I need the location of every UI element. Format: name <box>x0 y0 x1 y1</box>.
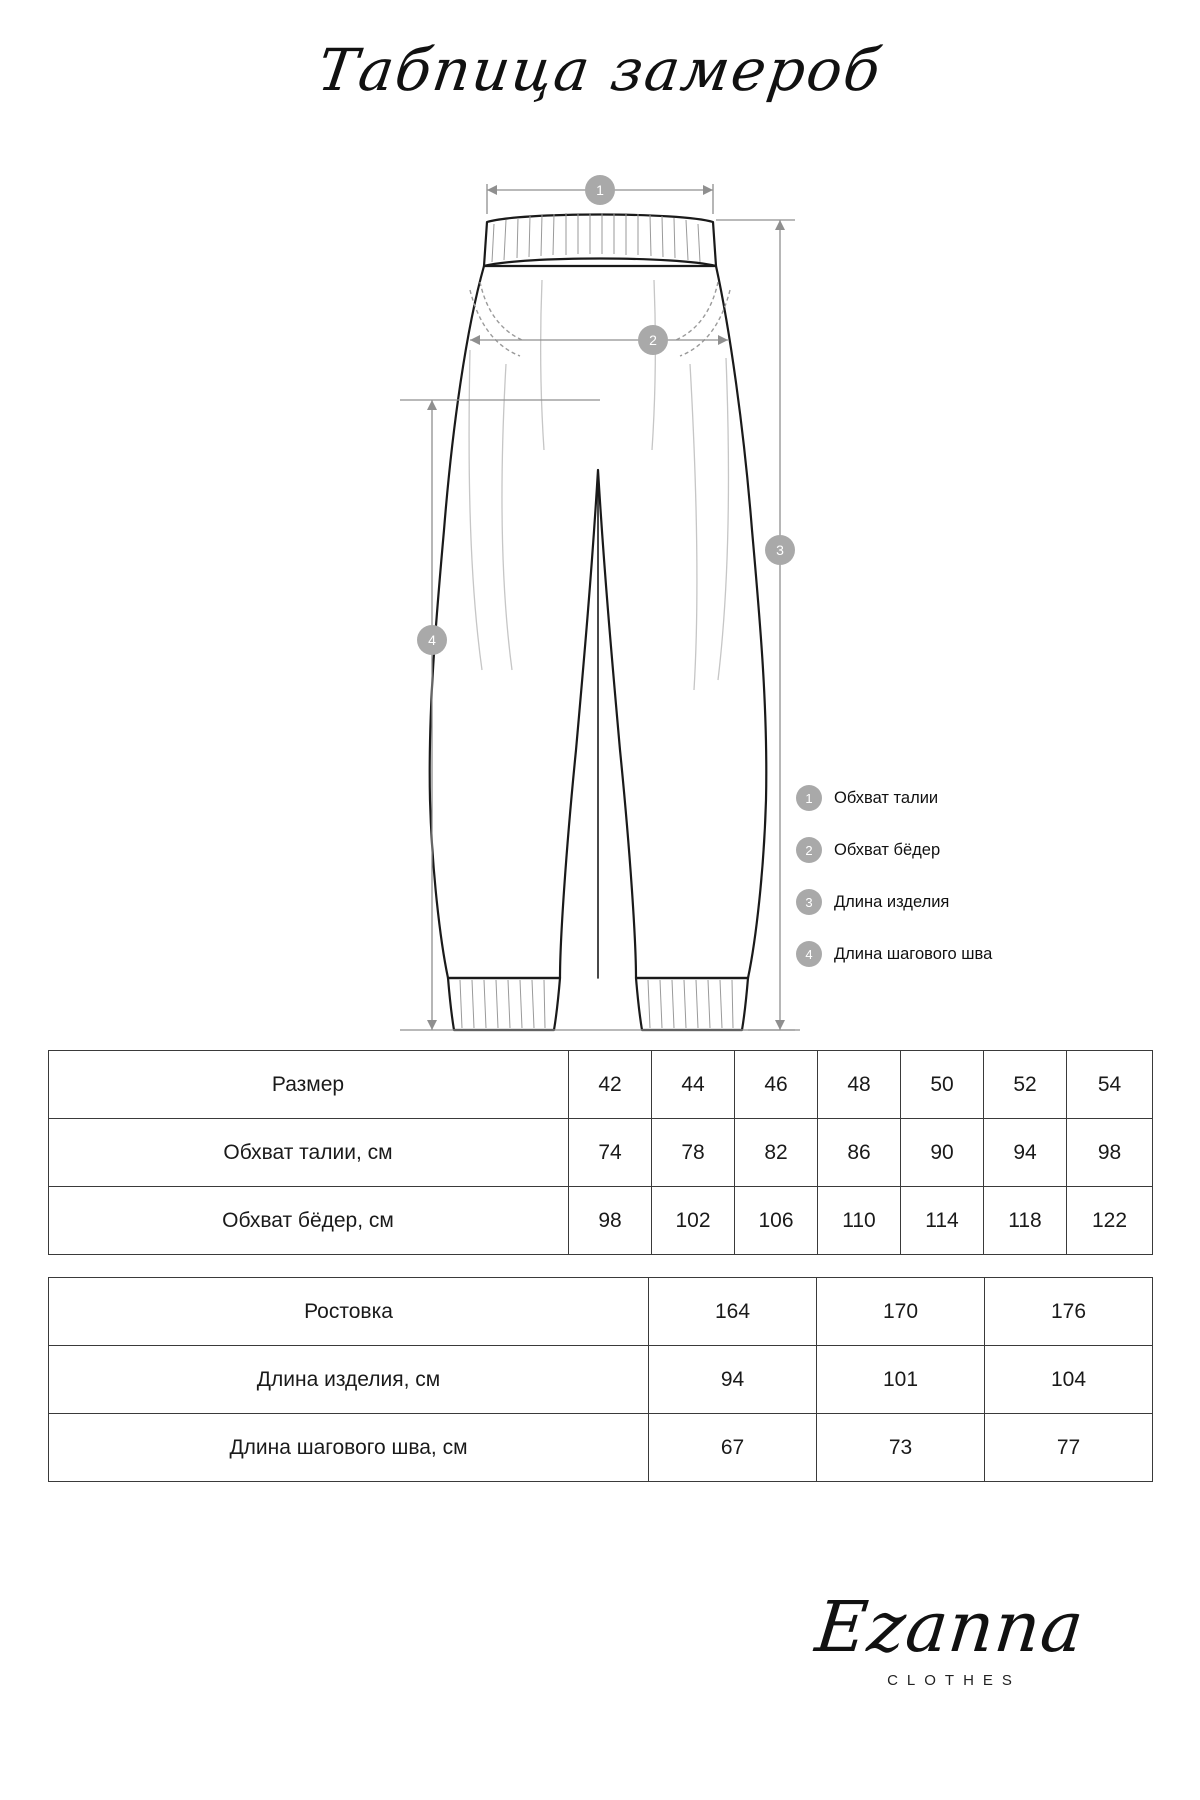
row-label: Ростовка <box>49 1278 649 1346</box>
legend-badge-2: 2 <box>796 837 822 863</box>
cell: 77 <box>985 1414 1153 1482</box>
row-label: Длина шагового шва, см <box>49 1414 649 1482</box>
waistband-gathers <box>492 213 700 262</box>
cell: 98 <box>569 1187 652 1255</box>
cell: 110 <box>818 1187 901 1255</box>
legend-item-3 <box>796 886 1116 918</box>
legend-item-2 <box>796 834 1116 866</box>
left-cuff <box>448 978 560 1030</box>
cell: 48 <box>818 1051 901 1119</box>
size-table <box>48 1050 1153 1255</box>
table-row <box>49 1278 1153 1346</box>
height-table <box>48 1277 1153 1482</box>
table-row <box>49 1119 1153 1187</box>
cell: 102 <box>652 1187 735 1255</box>
cell: 78 <box>652 1119 735 1187</box>
cell: 104 <box>985 1346 1153 1414</box>
legend-badge-3: 3 <box>796 889 822 915</box>
svg-text:4: 4 <box>428 632 436 648</box>
cell: 118 <box>984 1187 1067 1255</box>
cell: 82 <box>735 1119 818 1187</box>
cell: 94 <box>649 1346 817 1414</box>
table-row <box>49 1414 1153 1482</box>
marker-1 <box>585 175 615 205</box>
svg-text:1: 1 <box>596 182 604 198</box>
cell: 73 <box>817 1414 985 1482</box>
legend-item-4 <box>796 938 1116 970</box>
logo-wordmark: Ezanna <box>811 1586 1089 1668</box>
table-row <box>49 1187 1153 1255</box>
row-label: Обхват бёдер, см <box>49 1187 569 1255</box>
row-label: Обхват талии, см <box>49 1119 569 1187</box>
cell: 50 <box>901 1051 984 1119</box>
cell: 46 <box>735 1051 818 1119</box>
svg-text:3: 3 <box>776 542 784 558</box>
cell: 114 <box>901 1187 984 1255</box>
row-label: Размер <box>49 1051 569 1119</box>
pocket-seams <box>470 282 730 356</box>
cell: 74 <box>569 1119 652 1187</box>
cell: 44 <box>652 1051 735 1119</box>
cell: 170 <box>817 1278 985 1346</box>
cell: 94 <box>984 1119 1067 1187</box>
cell: 90 <box>901 1119 984 1187</box>
cell: 98 <box>1067 1119 1153 1187</box>
cell: 122 <box>1067 1187 1153 1255</box>
dimension-lines <box>400 184 800 1030</box>
marker-4 <box>417 625 447 655</box>
cell: 164 <box>649 1278 817 1346</box>
cuff-ribbing <box>460 980 733 1028</box>
cell: 101 <box>817 1346 985 1414</box>
right-cuff <box>636 978 748 1030</box>
svg-text:2: 2 <box>649 332 657 348</box>
table-row <box>49 1051 1153 1119</box>
page-title: Табпица замероб <box>313 36 887 104</box>
legend-label-3: Длина изделия <box>834 892 950 911</box>
cell: 54 <box>1067 1051 1153 1119</box>
legend-badge-1: 1 <box>796 785 822 811</box>
marker-3 <box>765 535 795 565</box>
legend-item-1 <box>796 782 1116 814</box>
legend-badge-4: 4 <box>796 941 822 967</box>
cell: 106 <box>735 1187 818 1255</box>
row-label: Длина изделия, см <box>49 1346 649 1414</box>
marker-2 <box>638 325 668 355</box>
legend-label-1: Обхват талии <box>834 788 939 807</box>
legend <box>796 782 1116 990</box>
brand-logo <box>760 1586 1140 1689</box>
cell: 86 <box>818 1119 901 1187</box>
cell: 176 <box>985 1278 1153 1346</box>
legend-label-4: Длина шагового шва <box>834 944 993 963</box>
cell: 52 <box>984 1051 1067 1119</box>
legend-label-2: Обхват бёдер <box>834 840 941 859</box>
logo-tagline: CLOTHES <box>887 1672 1021 1689</box>
waistband <box>484 215 716 267</box>
table-row <box>49 1346 1153 1414</box>
cell: 67 <box>649 1414 817 1482</box>
cell: 42 <box>569 1051 652 1119</box>
